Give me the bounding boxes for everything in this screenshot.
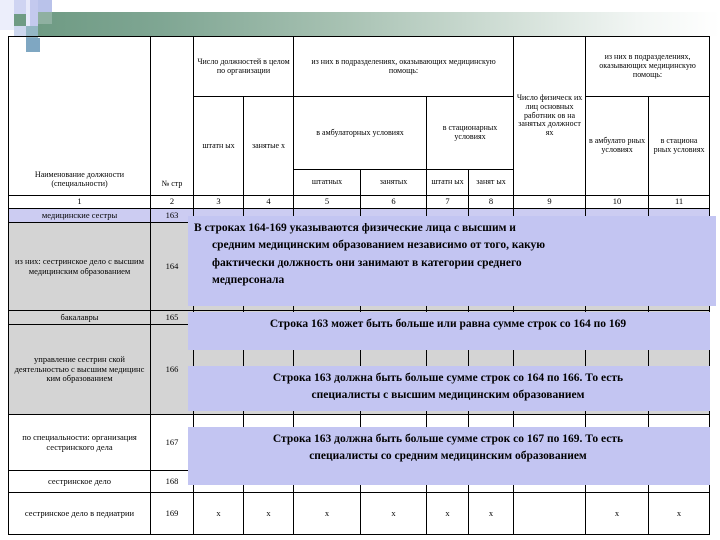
row-name-165: бакалавры — [9, 311, 151, 325]
callout-1-line-3: фактически должность они занимают в категории среднего — [212, 256, 522, 269]
callout-1-line-2: средним медицинским образованием независимо от того, какую — [212, 239, 546, 252]
colnum-1: 1 — [9, 196, 151, 209]
banner-gradient-bar — [38, 12, 720, 36]
row-number-163: 163 — [151, 209, 194, 223]
cell-169-11[interactable]: х — [649, 493, 710, 535]
callout-1-line-4: медперсонала — [212, 273, 285, 286]
decor-square-green — [14, 14, 26, 26]
table-row[interactable] — [9, 493, 710, 535]
header-position-name: Наименование должности (специальности) — [9, 37, 151, 196]
decor-square-lavender — [14, 26, 26, 36]
callout-1-line-1: В строках 164-169 указываются физические лица с высшим и — [194, 222, 516, 234]
header-total-occupied: занятые х — [244, 97, 294, 196]
table-column-number-row — [9, 196, 710, 209]
header-group-total-positions: Число должностей в целом по организации — [194, 37, 294, 97]
row-name-164: из них: сестринское дело с высшим медицинским образованием — [9, 223, 151, 311]
cell-169-10[interactable]: х — [586, 493, 649, 535]
header-group-physical-persons: Число физическ их лиц основных работник ов на занятых должност ях — [514, 37, 586, 196]
header-group-subdivisions: из них в подразделениях, оказывающих медицинскую помощь: — [294, 37, 514, 97]
colnum-2: 2 — [151, 196, 194, 209]
callout-row-163-gt-sum-167-169 — [188, 427, 710, 485]
callout-4-line-2: специалисты со средним медицинским образованием — [309, 450, 587, 463]
header-outpatient-occupied: занятых — [361, 170, 427, 196]
callout-3-line-1: Строка 163 должна быть больше сумме строк со 164 по 166. То есть — [272, 372, 624, 384]
header-row-number: № стр — [151, 37, 194, 196]
row-name-166: управление сестрин ской деятельностью с высшим медицинс ким образованием — [9, 325, 151, 415]
row-number-165: 165 — [151, 311, 194, 325]
header-persons-outpatient: в амбулато рных условиях — [586, 97, 649, 196]
row-number-164: 164 — [151, 223, 194, 311]
table-header-row-1 — [9, 37, 710, 97]
cell-169-4[interactable]: х — [244, 493, 294, 535]
colnum-11: 11 — [649, 196, 710, 209]
callout-2-line-1: Строка 163 может быть больше или равна сумме строк со 164 по 169 — [269, 318, 627, 330]
header-inpatient-occupied: занят ых — [469, 170, 514, 196]
row-name-168: сестринское дело — [9, 471, 151, 493]
row-number-168: 168 — [151, 471, 194, 493]
decor-bar-lavender-1 — [14, 0, 26, 14]
callout-rows-164-169-note — [188, 216, 716, 306]
callout-4-line-1: Строка 163 должна быть больше сумме строк со 167 по 169. То есть — [272, 433, 624, 445]
cell-169-5[interactable]: х — [294, 493, 361, 535]
row-name-163: медицинские сестры — [9, 209, 151, 223]
decor-square-pale-lavender — [0, 0, 14, 30]
callout-row-163-gte-sum-164-169 — [188, 312, 710, 350]
cell-169-3[interactable]: х — [194, 493, 244, 535]
colnum-8: 8 — [469, 196, 514, 209]
header-group-persons-subdivisions: из них в подразделениях, оказывающих медицинскую помощь: — [586, 37, 710, 97]
callout-row-163-gt-sum-164-166 — [188, 366, 710, 411]
cell-169-9[interactable] — [514, 493, 586, 535]
row-number-169: 169 — [151, 493, 194, 535]
header-inpatient-staff: штатн ых — [427, 170, 469, 196]
decor-square-periwinkle — [38, 0, 52, 12]
header-outpatient-staff: штатных — [294, 170, 361, 196]
row-name-167: по специальности: организация сестринского дела — [9, 415, 151, 471]
row-number-167: 167 — [151, 415, 194, 471]
colnum-10: 10 — [586, 196, 649, 209]
decor-square-sage — [38, 12, 52, 24]
cell-169-7[interactable]: х — [427, 493, 469, 535]
header-sub-inpatient: в стационарных условиях — [427, 97, 514, 170]
header-sub-outpatient: в амбулаторных условиях — [294, 97, 427, 170]
header-total-staff: штатн ых — [194, 97, 244, 196]
cell-169-6[interactable]: х — [361, 493, 427, 535]
colnum-9: 9 — [514, 196, 586, 209]
callout-3-line-2: специалисты с высшим медицинским образованием — [311, 389, 585, 402]
colnum-4: 4 — [244, 196, 294, 209]
row-number-166: 166 — [151, 325, 194, 415]
colnum-7: 7 — [427, 196, 469, 209]
colnum-3: 3 — [194, 196, 244, 209]
colnum-5: 5 — [294, 196, 361, 209]
colnum-6: 6 — [361, 196, 427, 209]
row-name-169: сестринское дело в педиатрии — [9, 493, 151, 535]
cell-169-8[interactable]: х — [469, 493, 514, 535]
header-persons-inpatient: в стациона рных условиях — [649, 97, 710, 196]
